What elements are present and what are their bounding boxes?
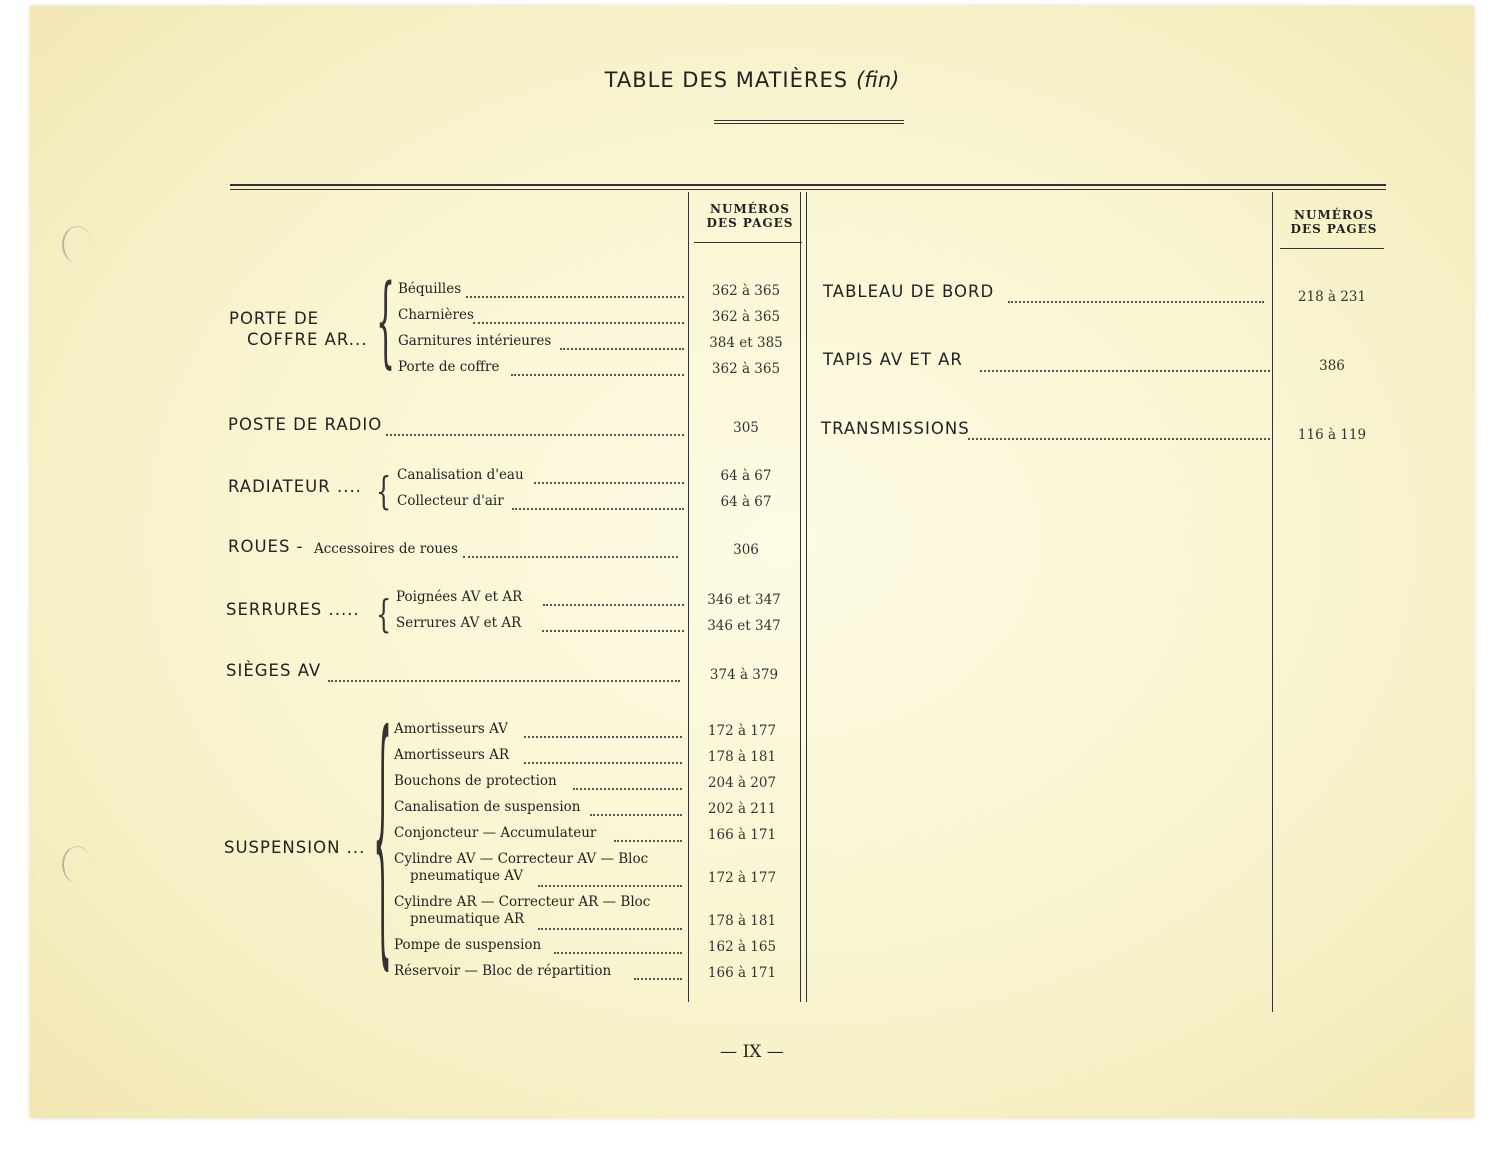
item-bouchons: Bouchons de protection: [394, 773, 557, 789]
item-porte-de-coffre: Porte de coffre: [398, 359, 500, 375]
page-number: 178 à 181: [707, 913, 777, 929]
page-folio: — IX —: [720, 1042, 784, 1062]
page-number: 162 à 165: [707, 939, 777, 955]
brace-porte-de-coffre: {: [376, 266, 396, 382]
page-number: 172 à 177: [707, 870, 777, 886]
page-number: 204 à 207: [707, 775, 777, 791]
page-title: [30, 68, 1474, 92]
left-pages-column-line: [688, 192, 689, 1002]
table-top-rule: [230, 184, 1386, 190]
left-pages-column-header: NUMÉROS DES PAGES: [706, 202, 794, 230]
item-cylindre-av: [394, 851, 648, 885]
page-number: 374 à 379: [709, 667, 779, 683]
page-number: 362 à 365: [711, 361, 781, 377]
leader-dots: [466, 296, 684, 298]
page-number: 362 à 365: [711, 309, 781, 325]
leader-dots: [328, 680, 680, 682]
document-page: [30, 6, 1474, 1118]
center-double-line-a: [800, 192, 801, 1002]
leader-dots: [473, 322, 684, 324]
item-cylindre-ar: [394, 894, 650, 928]
page-number: 202 à 211: [707, 801, 777, 817]
item-amortisseurs-ar: Amortisseurs AR: [394, 747, 510, 763]
leader-dots: [590, 814, 682, 816]
item-accessoires-roues: Accessoires de roues: [314, 541, 458, 557]
item-collecteur-air: Collecteur d'air: [397, 493, 504, 509]
item-charnieres: Charnières: [398, 307, 474, 323]
brace-radiateur: {: [376, 468, 392, 514]
page-number: 64 à 67: [720, 494, 772, 510]
binder-hole-top: [62, 226, 92, 263]
page-number: 172 à 177: [707, 723, 777, 739]
leader-dots: [538, 885, 682, 887]
leader-dots: [560, 348, 684, 350]
leader-dots: [524, 762, 682, 764]
page-number: 384 et 385: [709, 335, 783, 351]
page-number: 346 et 347: [707, 618, 781, 634]
binder-hole-bottom: [62, 846, 92, 883]
leader-dots: [463, 556, 678, 558]
category-tapis: TAPIS AV ET AR: [823, 350, 963, 369]
item-poignees: Poignées AV et AR: [396, 589, 523, 605]
leader-dots: [968, 438, 1270, 440]
page-number: 346 et 347: [707, 592, 781, 608]
page-number: 166 à 171: [707, 965, 777, 981]
leader-dots: [511, 374, 684, 376]
page-number: 178 à 181: [707, 749, 777, 765]
category-transmissions: TRANSMISSIONS: [821, 419, 970, 438]
center-double-line-b: [806, 192, 807, 1002]
leader-dots: [543, 604, 684, 606]
item-canalisation-suspension: Canalisation de suspension: [394, 799, 581, 815]
left-header-rule: [694, 242, 802, 243]
brace-suspension: {: [373, 685, 393, 1000]
item-line-2: pneumatique AV: [410, 868, 524, 884]
brace-serrures: {: [376, 591, 392, 637]
leader-dots: [512, 508, 684, 510]
item-line-2: pneumatique AR: [410, 911, 525, 927]
page-number: 218 à 231: [1297, 289, 1367, 305]
page-number: 386: [1319, 358, 1345, 374]
category-suspension: SUSPENSION ...: [224, 838, 366, 857]
leader-dots: [538, 928, 682, 930]
category-radiateur: RADIATEUR ....: [228, 477, 362, 496]
item-conjoncteur: Conjoncteur — Accumulateur: [394, 825, 597, 841]
item-line-1: Cylindre AR — Correcteur AR — Bloc: [394, 894, 651, 910]
leader-dots: [1008, 301, 1264, 303]
title-sub: (fin): [856, 68, 900, 92]
leader-dots: [554, 952, 682, 954]
page-number: 305: [733, 420, 759, 436]
page-number: 64 à 67: [720, 468, 772, 484]
title-main: TABLE DES MATIÈRES: [604, 68, 849, 92]
category-porte-de-coffre: [229, 308, 368, 350]
category-tableau-de-bord: TABLEAU DE BORD: [823, 282, 995, 301]
item-canalisation-eau: Canalisation d'eau: [397, 467, 524, 483]
item-serrures: Serrures AV et AR: [396, 615, 522, 631]
leader-dots: [542, 630, 684, 632]
page-number: 306: [733, 542, 759, 558]
category-sieges-av: SIÈGES AV: [226, 661, 322, 680]
leader-dots: [634, 978, 682, 980]
leader-dots: [573, 788, 682, 790]
leader-dots: [980, 370, 1270, 372]
category-line-1: PORTE DE: [229, 309, 320, 328]
item-amortisseurs-av: Amortisseurs AV: [394, 721, 508, 737]
category-roues: ROUES -: [228, 537, 304, 556]
title-underline: [714, 120, 904, 124]
right-pages-column-header: NUMÉROS DES PAGES: [1290, 208, 1378, 236]
page-number: 362 à 365: [711, 283, 781, 299]
item-bequilles: Béquilles: [398, 281, 462, 297]
leader-dots: [524, 736, 682, 738]
item-reservoir: Réservoir — Bloc de répartition: [394, 963, 612, 979]
category-line-2: COFFRE AR...: [247, 330, 368, 349]
right-header-rule: [1280, 248, 1384, 249]
item-pompe: Pompe de suspension: [394, 937, 542, 953]
leader-dots: [534, 482, 684, 484]
right-pages-column-line: [1272, 192, 1273, 1012]
category-poste-de-radio: POSTE DE RADIO: [228, 415, 383, 434]
leader-dots: [614, 840, 682, 842]
item-line-1: Cylindre AV — Correcteur AV — Bloc: [394, 851, 649, 867]
page-number: 116 à 119: [1297, 427, 1367, 443]
page-number: 166 à 171: [707, 827, 777, 843]
leader-dots: [386, 434, 684, 436]
item-garnitures: Garnitures intérieures: [398, 333, 552, 349]
category-serrures: SERRURES .....: [226, 600, 360, 619]
